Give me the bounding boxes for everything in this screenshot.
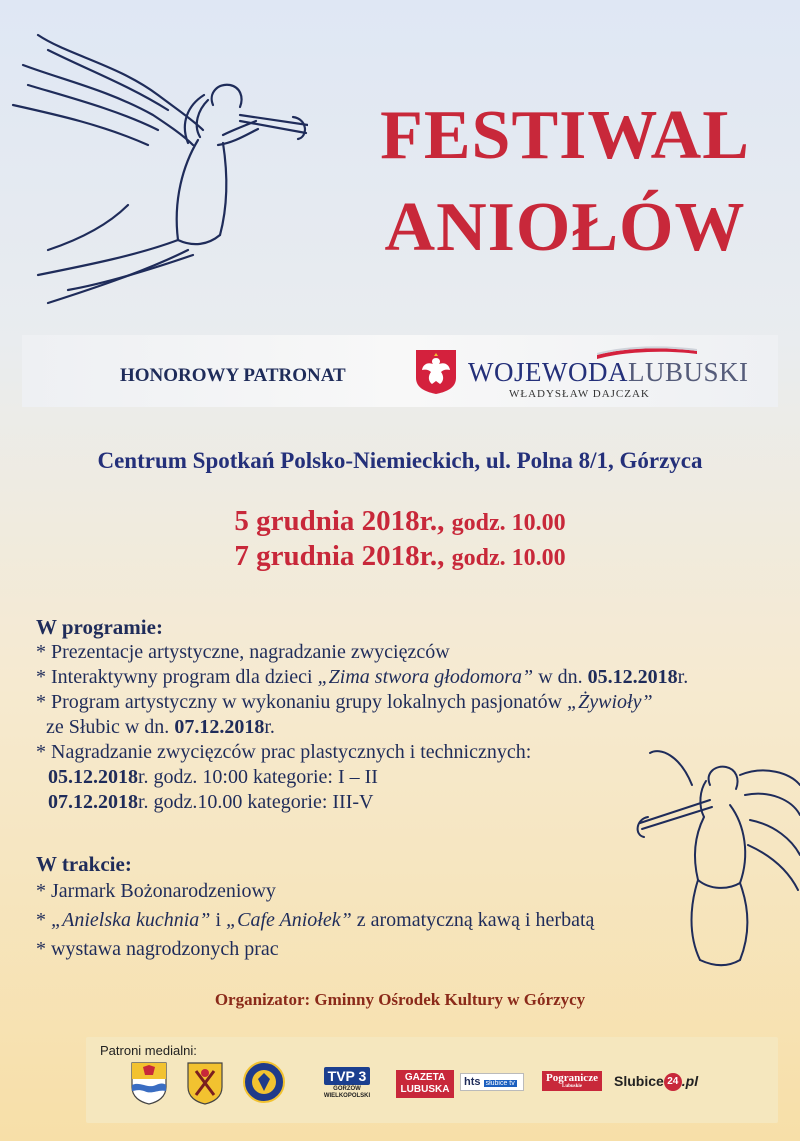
slubice24-logo-number: 24 <box>664 1073 682 1091</box>
during-item-2-mid: i <box>210 909 226 931</box>
program-item-2-mid: w dn. <box>533 666 588 688</box>
program-subitem-2-date: 07.12.2018 <box>48 791 138 813</box>
during-item-2-title-2: „Cafe Aniołek” <box>226 909 352 931</box>
program-subitem-1-date: 05.12.2018 <box>48 766 138 788</box>
program-item-2-date: 05.12.2018 <box>587 666 678 688</box>
program-item-2 <box>36 665 796 690</box>
program-item-3b-text: ze Słubic w dn. <box>46 716 175 738</box>
during-item-2-bullet: * <box>36 909 51 931</box>
pogranicze-lubuskie-logo <box>542 1071 602 1091</box>
slubice24-logo-domain: .pl <box>681 1073 699 1089</box>
round-emblem-icon <box>242 1059 286 1105</box>
during-item-2-title-1: „Anielska kuchnia” <box>51 909 211 931</box>
program-item-1: * Prezentacje artystyczne, nagradzanie zwycięzców <box>36 641 450 663</box>
media-patrons-label: Patroni medialni: <box>100 1043 197 1058</box>
during-item-2 <box>36 906 776 935</box>
hts-slubice-tv-logo <box>460 1073 524 1091</box>
program-item-3-continued <box>36 715 796 740</box>
voivode-office-name <box>468 357 748 388</box>
pogranicze-logo-text: Pogranicze <box>546 1072 598 1084</box>
voivode-office-main: WOJEWODA <box>468 357 628 387</box>
program-item-3-title: „Żywioły” <box>567 691 653 713</box>
tvp3-logo-sub1: GORZÓW <box>333 1086 361 1092</box>
gazeta-lubuska-logo <box>396 1070 454 1098</box>
program-item-2-suffix: r. <box>677 666 689 688</box>
slubice24-logo <box>614 1071 700 1093</box>
event-venue: Centrum Spotkań Polsko-Niemieckich, ul. Polna 8/1, Górzyca <box>97 448 703 473</box>
program-item-3 <box>36 690 796 715</box>
program-item-3b-suffix: r. <box>264 716 275 738</box>
slubice24-logo-text: Slubice <box>614 1073 664 1089</box>
hts-logo-text: hts <box>464 1076 481 1088</box>
during-item-3: * wystawa nagrodzonych prac <box>36 938 279 960</box>
program-item-3-text: * Program artystyczny w wykonaniu grupy lokalnych pasjonatów <box>36 691 568 713</box>
hts-logo-sub: słubice tv <box>485 1080 515 1087</box>
tvp3-logo-sub2: WIELKOPOLSKI <box>323 1093 371 1099</box>
polish-eagle-emblem-icon <box>414 348 458 394</box>
gazeta-logo-line1: GAZETA <box>404 1072 446 1083</box>
during-item-1: * Jarmark Bożonarodzeniowy <box>36 880 276 902</box>
event-date-1-day: 5 grudnia 2018r., <box>234 505 445 537</box>
county-coat-of-arms-icon <box>130 1061 168 1105</box>
organizer-line: Organizator: Gminny Ośrodek Kultury w Górzycy <box>214 990 586 1009</box>
event-date-1 <box>0 505 800 538</box>
gazeta-logo-line2: LUBUSKA <box>400 1084 450 1095</box>
voivode-office-region: LUBUSKI <box>627 357 749 387</box>
program-item-3b-date: 07.12.2018 <box>174 716 265 738</box>
media-patrons-box <box>86 1037 778 1123</box>
title-line-2: ANIOŁÓW <box>384 189 746 266</box>
angel-trumpet-illustration <box>8 25 308 315</box>
gorzyca-coat-of-arms-icon <box>186 1061 224 1105</box>
program-heading: W programie: <box>36 615 163 639</box>
program-item-2-text: * Interaktywny program dla dzieci <box>36 666 318 688</box>
during-item-2-text: z aromatyczną kawą i herbatą <box>351 909 595 931</box>
tvp3-logo <box>316 1067 378 1107</box>
program-subitem-2-text: r. godz.10.00 kategorie: III-V <box>138 791 374 813</box>
during-event-heading: W trakcie: <box>36 852 132 876</box>
program-subitem-1-text: r. godz. 10:00 kategorie: I – II <box>138 766 378 788</box>
tvp3-logo-text: TVP 3 <box>324 1067 371 1085</box>
program-item-4: * Nagradzanie zwycięzców prac plastycznych i technicznych: <box>36 741 532 763</box>
title-line-1: FESTIWAL <box>380 97 750 174</box>
event-date-2 <box>0 540 800 573</box>
pogranicze-logo-sub: Lubuskie <box>561 1084 582 1089</box>
voivode-person-name: WŁADYSŁAW DAJCZAK <box>509 388 650 400</box>
event-date-2-time: godz. 10.00 <box>451 545 566 571</box>
patronage-label: HONOROWY PATRONAT <box>120 365 346 386</box>
during-event-section <box>36 852 776 964</box>
event-date-1-time: godz. 10.00 <box>451 510 566 536</box>
program-item-2-title: „Zima stwora głodomora” <box>317 666 534 688</box>
festival-title <box>345 90 785 274</box>
event-date-2-day: 7 grudnia 2018r., <box>234 540 445 572</box>
honorary-patronage-bar <box>22 335 778 407</box>
